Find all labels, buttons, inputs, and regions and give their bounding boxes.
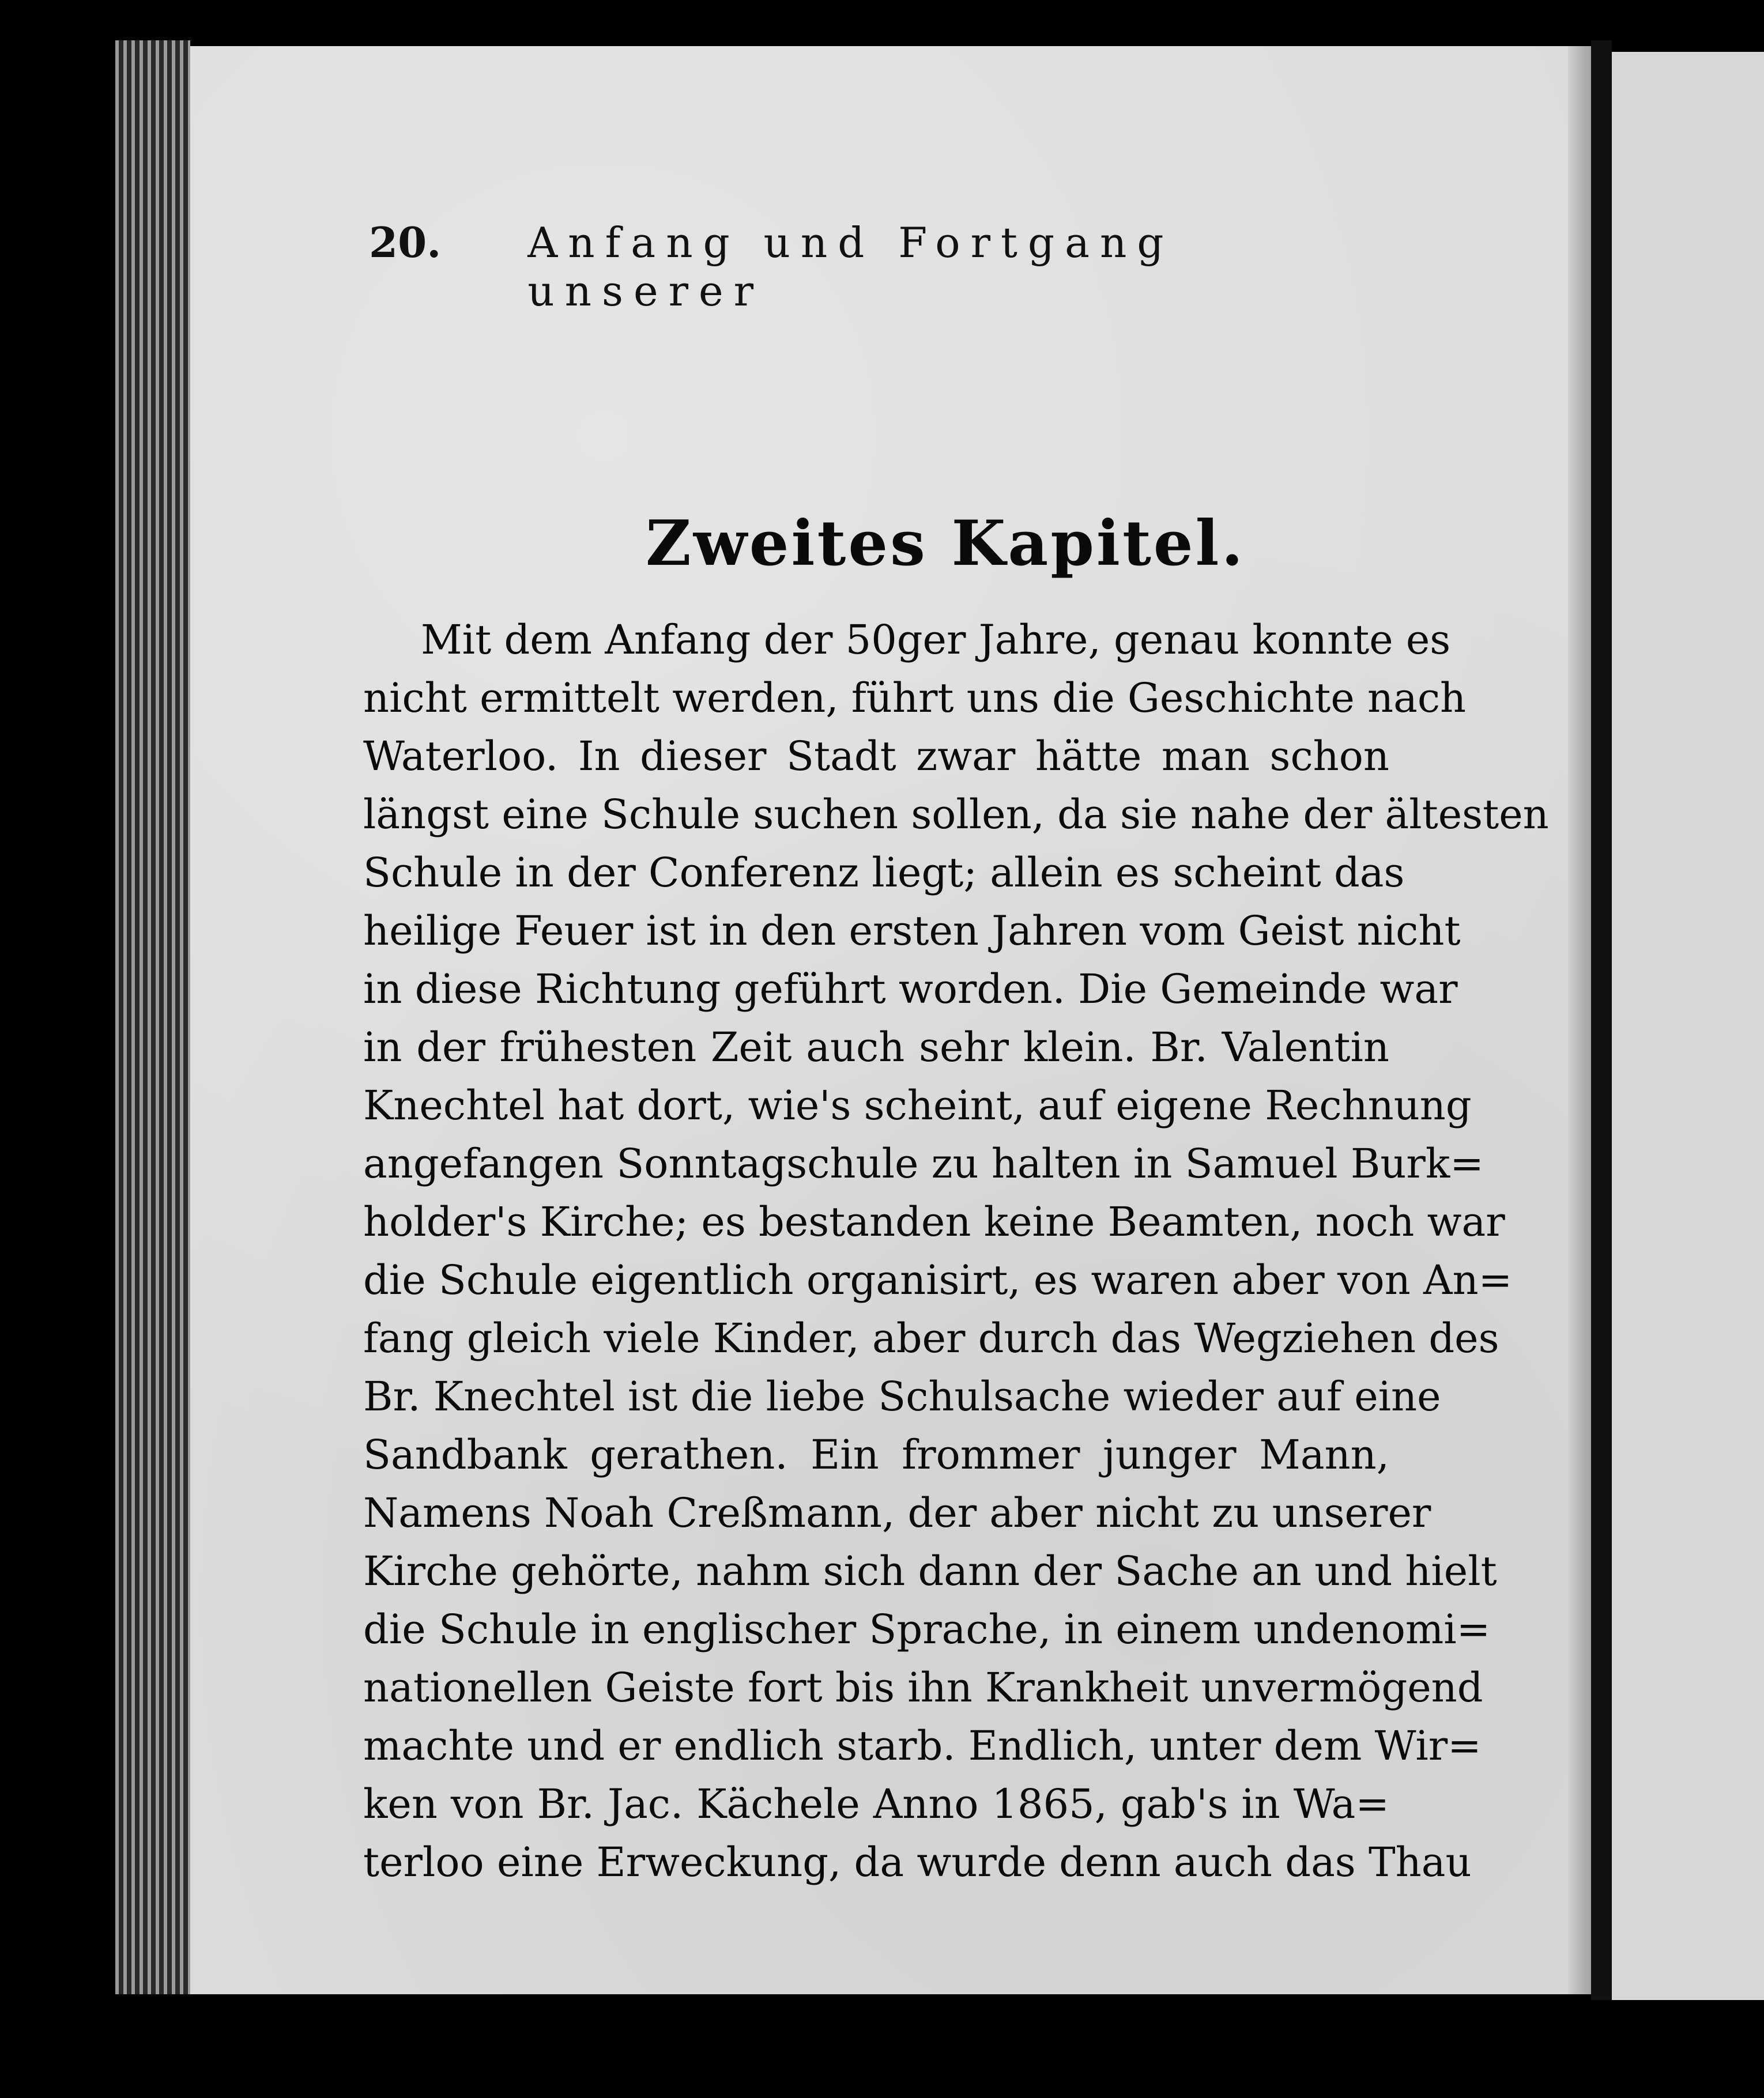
text-line: machte und er endlich starb. Endlich, unter dem Wir=	[363, 1722, 1482, 1769]
text-line: Waterloo. In dieser Stadt zwar hätte man schon	[363, 733, 1389, 780]
text-line: angefangen Sonntagschule zu halten in Samuel Burk=	[363, 1140, 1484, 1187]
text-line: ken von Br. Jac. Kächele Anno 1865, gab's in Wa=	[363, 1780, 1389, 1828]
text-line: holder's Kirche; es bestanden keine Beamten, noch war	[363, 1198, 1505, 1246]
text-line: heilige Feuer ist in den ersten Jahren vom Geist nicht	[363, 907, 1461, 954]
chapter-title: Zweites Kapitel.	[646, 507, 1246, 580]
text-line: die Schule in englischer Sprache, in einem undenomi=	[363, 1606, 1491, 1653]
page-number: 20.	[369, 218, 442, 267]
text-line: fang gleich viele Kinder, aber durch das Wegziehen des	[363, 1315, 1499, 1362]
book-gutter	[1591, 40, 1612, 2000]
text-line: in diese Richtung geführt worden. Die Gemeinde war	[363, 965, 1458, 1013]
text-line: Sandbank gerathen. Ein frommer junger Mann,	[363, 1431, 1389, 1478]
text-line: Mit dem Anfang der 50ger Jahre, genau konnte es	[421, 616, 1451, 663]
text-line: die Schule eigentlich organisirt, es waren aber von An=	[363, 1256, 1513, 1304]
body-text	[363, 611, 1549, 1892]
running-head	[369, 218, 1303, 315]
text-line: nicht ermittelt werden, führt uns die Geschichte nach	[363, 674, 1467, 722]
adjacent-page-edge	[1612, 52, 1764, 2000]
text-line: Namens Noah Creßmann, der aber nicht zu unserer	[363, 1489, 1431, 1537]
text-line: Knechtel hat dort, wie's scheint, auf eigene Rechnung	[363, 1082, 1472, 1129]
text-line: Kirche gehörte, nahm sich dann der Sache an und hielt	[363, 1548, 1497, 1595]
text-line: terloo eine Erweckung, da wurde denn auch das Thau	[363, 1839, 1472, 1886]
text-line: in der frühesten Zeit auch sehr klein. Br. Valentin	[363, 1024, 1389, 1071]
text-line: Schule in der Conferenz liegt; allein es scheint das	[363, 849, 1405, 896]
text-line: längst eine Schule suchen sollen, da sie nahe der ältesten	[363, 791, 1549, 838]
running-title: Anfang und Fortgang unserer	[527, 218, 1174, 315]
text-line: Br. Knechtel ist die liebe Schulsache wieder auf eine	[363, 1373, 1441, 1420]
book-edge-stack	[115, 40, 190, 1994]
text-line: nationellen Geiste fort bis ihn Krankheit unvermögend	[363, 1664, 1483, 1711]
